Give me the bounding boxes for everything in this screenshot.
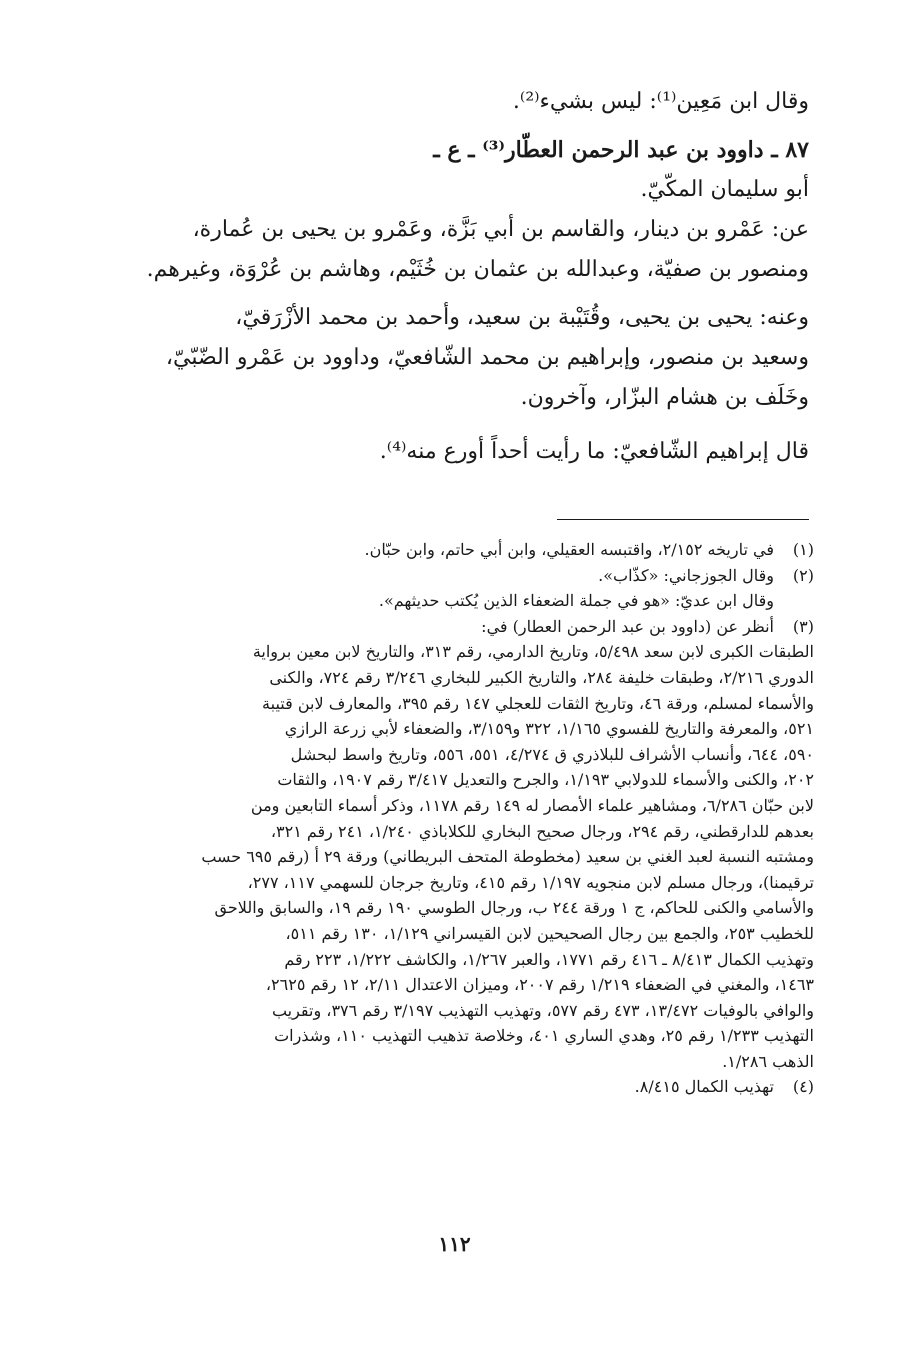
footnote-3-line: بعدهم للدارقطني، رقم ٢٩٤، ورجال صحيح البخاري للكلاباذي ١/٢٤٠، ٢٤١ رقم ٣٢١، — [270, 821, 814, 841]
footnote-3-line: ٢٠٢، والكنى والأسماء للدولابي ١/١٩٣، والجرح والتعديل ٣/٤١٧ رقم ١٩٠٧، والثقات — [277, 770, 814, 790]
kunya-line: أبو سليمان المكّيّ. — [640, 177, 809, 202]
footnote-4 — [97, 1074, 814, 1100]
footnote-3-line: وتهذيب الكمال ٨/٤١٣ ـ ٤١٦ رقم ١٧٧١، والعبر ١/٢٦٧، والكاشف ١/٢٢٢، ٢٢٣ رقم — [284, 949, 814, 969]
narrators-line-3: وخَلَف بن هشام البزّار، وآخرون. — [520, 385, 809, 410]
footnote-3-line: ١٤٦٣، والمغني في الضعفاء ١/٢١٩ رقم ٢٠٠٧، وميزان الاعتدال ٢/١١، ١٢ رقم ٢٦٢٥، — [265, 975, 814, 995]
footnote-text: في تاريخه ٢/١٥٢، واقتبسه العقيلي، وابن أبي حاتم، وابن حبّان. — [364, 540, 774, 559]
footnote-number: (١) — [792, 540, 814, 559]
footnote-3-line: ٥٩٠، ٦٤٤، وأنساب الأشراف للبلاذري ق ٤/٢٧٤، ٥٥١، ٥٥٦، وتاريخ واسط لبحشل — [290, 744, 814, 764]
footnote-3-line: لابن حبّان ٦/٢٨٦، ومشاهير علماء الأمصار له ١٤٩ رقم ١١٧٨، وذكر أسماء التابعين ومن — [250, 795, 814, 815]
quote-line: قال إبراهيم الشّافعيّ: ما رأيت أحداً أورع منه⁽⁴⁾. — [379, 439, 809, 464]
footnotes — [97, 537, 814, 1100]
footnote-3-line: الدوري ٢/٢١٦، وطبقات خليفة ٢٨٤، والتاريخ الكبير للبخاري ٣/٢٤٦ رقم ٧٢٤، والكنى — [269, 667, 814, 687]
footnote-text: تهذيب الكمال ٨/٤١٥. — [634, 1077, 774, 1097]
narrators-line-1: وعنه: يحيى بن يحيى، وقُتَيْبة بن سعيد، وأحمد بن محمد الأزْرَقيّ، — [235, 305, 809, 330]
footnote-number: (٣) — [792, 616, 814, 636]
footnote-3-line: التهذيب ١/٢٣٣ رقم ٢٥، وهدي الساري ٤٠١، وخلاصة تذهيب التهذيب ١١٠، وشذرات — [274, 1026, 814, 1046]
footnote-3-line: والوافي بالوفيات ١٣/٤٧٢، ٤٧٣ رقم ٥٧٧، وتهذيب التهذيب ٣/١٩٧ رقم ٣٧٦، وتقريب — [271, 1000, 814, 1020]
footnote-2 — [97, 563, 814, 589]
footnote-3-line: ترقيمنا)، ورجال مسلم لابن منجويه ١/١٩٧ رقم ٤١٥، وتاريخ جرجان للسهمي ١١٧، ٢٧٧، — [247, 872, 814, 892]
footnote-divider — [557, 519, 809, 520]
footnote-1 — [97, 537, 814, 563]
footnote-text: وقال الجوزجاني: «كذّاب». — [598, 565, 774, 585]
footnote-3-line: والأسماء لمسلم، ورقة ٤٦، وتاريخ الثقات للعجلي ١٤٧ رقم ٣٩٥، والمعارف لابن قتيبة — [262, 693, 814, 713]
footnote-3-line: ٥٢١، والمعرفة والتاريخ للفسوي ١/١٦٥، ٣٢٢ و٣/١٥٩، والضعفاء لأبي زرعة الرازي — [284, 719, 814, 739]
footnote-3 — [97, 614, 814, 640]
main-text — [97, 82, 809, 472]
footnote-3-line: الطبقات الكبرى لابن سعد ٥/٤٩٨، وتاريخ الدارمي، رقم ٣١٣، والتاريخ لابن معين برواية — [252, 642, 814, 662]
narrators-line-2: وسعيد بن منصور، وإبراهيم بن محمد الشّافعيّ، وداوود بن عَمْرو الضّبّيّ، — [165, 345, 809, 370]
footnote-3-line: والأسامي والكنى للحاكم، ج ١ ورقة ٢٤٤ ب، ورجال الطوسي ١٩٠ رقم ١٩، والسابق واللاحق — [214, 898, 814, 918]
footnote-3-line: الذهب ١/٢٨٦. — [722, 1051, 814, 1071]
page-number: ١١٢ — [438, 1232, 471, 1256]
narrated-from-line-1: عن: عَمْرو بن دينار، والقاسم بن أبي بَزَّة، وعَمْرو بن يحيى بن عُمارة، — [192, 217, 809, 242]
footnote-number: (٤) — [792, 1077, 814, 1097]
narrated-from-line-2: ومنصور بن صفيّة، وعبدالله بن عثمان بن خُثَيْم، وهاشم بن عُرْوَة، وغيرهم. — [146, 257, 809, 282]
footnote-3-line: للخطيب ٢٥٣، والجمع بين رجال الصحيحين لابن القيسراني ١/١٢٩، ١٣٠ رقم ٥١١، — [285, 923, 814, 943]
entry-heading: ٨٧ ـ داوود بن عبد الرحمن العطّار⁽³⁾ ـ ع ـ — [433, 137, 809, 163]
text-line-quote-ibn-main: وقال ابن مَعِين⁽¹⁾: ليس بشيء⁽²⁾. — [512, 89, 809, 114]
footnote-2-continuation: وقال ابن عديّ: «هو في جملة الضعفاء الذين يُكتب حديثهم». — [378, 591, 774, 611]
footnote-number: (٢) — [792, 565, 814, 585]
footnote-3-line: ومشتبه النسبة لعبد الغني بن سعيد (مخطوطة المتحف البريطاني) ورقة ٢٩ أ (رقم ٦٩٥ حسب — [201, 847, 814, 867]
footnote-text: أنظر عن (داوود بن عبد الرحمن العطار) في: — [481, 616, 774, 636]
